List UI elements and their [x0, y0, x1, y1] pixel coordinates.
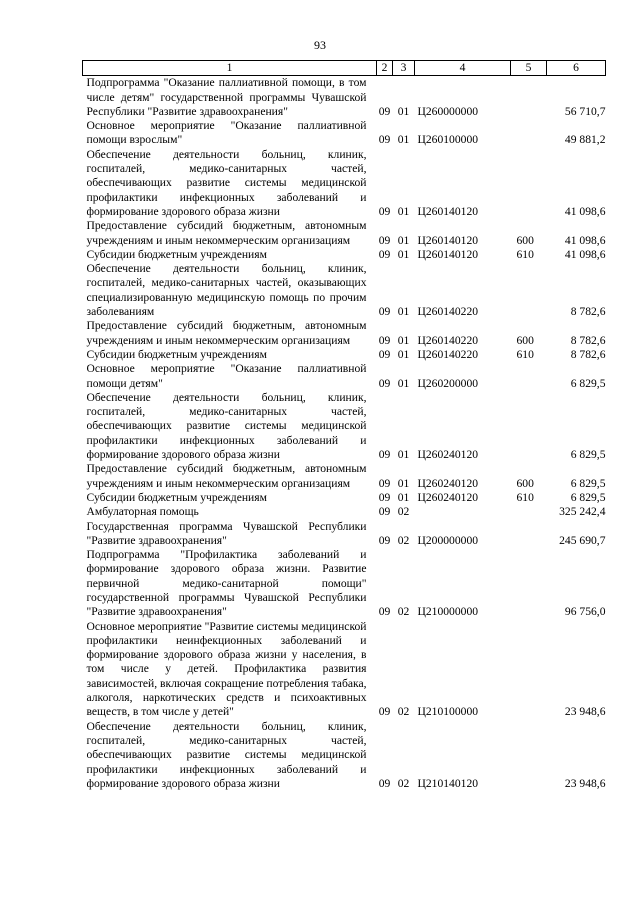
row-subsection: 02: [397, 533, 410, 547]
row-target-code: Ц260240120: [417, 476, 479, 490]
row-name: Предоставление субсидий бюджетным, автономным учреждениям и иным некоммерческим организациям: [86, 319, 367, 347]
row-section: 09: [378, 104, 391, 118]
row-section: 09: [378, 133, 391, 147]
row-subsection: 02: [397, 605, 410, 619]
row-section: 09: [378, 347, 391, 361]
row-subsection: 01: [397, 333, 410, 347]
row-expense-type: 610: [516, 347, 534, 361]
row-target-code: Ц210000000: [417, 605, 479, 619]
row-target-code: Ц260140120: [417, 233, 479, 247]
header-col-6: 6: [547, 61, 606, 76]
row-expense-type: [511, 391, 547, 462]
row-amount: 96 756,0: [564, 605, 606, 619]
row-expense-type: [511, 262, 547, 319]
row-amount: 49 881,2: [564, 133, 606, 147]
row-subsection: 01: [397, 376, 410, 390]
row-subsection: 01: [397, 204, 410, 218]
row-name: Обеспечение деятельности больниц, клиник, госпиталей, медико-санитарных частей, обеспечивающих развитие системы медицинской профилактики инфекционных заболеваний и формирование здорового образа жизни: [86, 719, 367, 790]
header-col-2: 2: [377, 61, 393, 76]
row-subsection: 01: [397, 104, 410, 118]
header-col-5: 5: [511, 61, 547, 76]
row-target-code: Ц260140120: [417, 247, 479, 261]
row-section: 09: [378, 204, 391, 218]
row-target-code: Ц260140220: [417, 333, 479, 347]
row-subsection: 02: [397, 705, 410, 719]
table-row: [83, 620, 606, 720]
row-expense-type: [511, 548, 547, 619]
row-section: 09: [378, 376, 391, 390]
row-amount: 6 829,5: [570, 448, 606, 462]
row-expense-type: [511, 505, 547, 519]
row-amount: 56 710,7: [564, 104, 606, 118]
row-amount: 325 242,4: [559, 505, 606, 519]
row-name: Предоставление субсидий бюджетным, автономным учреждениям и иным некоммерческим организациям: [86, 219, 367, 247]
row-subsection: 01: [397, 305, 410, 319]
table-row: [83, 720, 606, 791]
row-section: 09: [378, 247, 391, 261]
row-subsection: 01: [397, 448, 410, 462]
row-section: 09: [378, 533, 391, 547]
table-row: [83, 462, 606, 491]
row-expense-type: 610: [516, 247, 534, 261]
header-col-1: 1: [83, 61, 377, 76]
row-expense-type: 600: [516, 333, 534, 347]
row-name: Обеспечение деятельности больниц, клиник, госпиталей, медико-санитарных частей, оказывающих специализированную медицинскую помощь по прочим заболеваниям: [86, 262, 367, 319]
row-subsection: 02: [397, 776, 410, 790]
row-section: 09: [378, 305, 391, 319]
row-section: 09: [378, 776, 391, 790]
row-expense-type: [511, 520, 547, 549]
row-amount: 23 948,6: [564, 705, 606, 719]
table-row: [83, 148, 606, 219]
row-expense-type: [511, 76, 547, 119]
row-target-code: Ц260000000: [417, 104, 479, 118]
table-row: [83, 362, 606, 391]
table-row: [83, 219, 606, 248]
row-name: Основное мероприятие "Развитие системы медицинской профилактики неинфекционных заболеваний и формирование здорового образа жизни у населения, в том числе у детей. Профилактика развития зависимостей, включая сокращение потребления табака, алкоголя, наркотических средств и психоактивных веществ, в том числе у детей": [86, 619, 367, 719]
row-expense-type: [511, 148, 547, 219]
table-header: [83, 61, 606, 76]
table-row: [83, 391, 606, 462]
row-expense-type: 600: [516, 233, 534, 247]
row-subsection: 01: [397, 476, 410, 490]
row-amount: 8 782,6: [570, 347, 606, 361]
row-section: 09: [378, 233, 391, 247]
row-section: 09: [378, 476, 391, 490]
table-row: [83, 491, 606, 505]
row-target-code: Ц260140120: [417, 204, 479, 218]
row-amount: 245 690,7: [559, 533, 606, 547]
row-expense-type: [511, 119, 547, 148]
budget-table: [82, 60, 606, 791]
row-expense-type: [511, 620, 547, 720]
table-row: [83, 520, 606, 549]
row-name: Государственная программа Чувашской Республики "Развитие здравоохранения": [86, 519, 367, 547]
row-target-code: Ц260100000: [417, 133, 479, 147]
header-col-4: 4: [415, 61, 511, 76]
row-name: Субсидии бюджетным учреждениям: [86, 490, 267, 504]
row-subsection: 02: [397, 505, 410, 519]
row-subsection: 01: [397, 247, 410, 261]
row-section: 09: [378, 505, 391, 519]
row-target-code: [415, 505, 511, 519]
table-row: [83, 248, 606, 262]
row-amount: 41 098,6: [564, 247, 606, 261]
table-body: [83, 76, 606, 791]
table-row: [83, 505, 606, 519]
row-target-code: Ц200000000: [417, 533, 479, 547]
row-section: 09: [378, 605, 391, 619]
row-target-code: Ц260200000: [417, 376, 479, 390]
row-target-code: Ц260140220: [417, 305, 479, 319]
table-row: [83, 262, 606, 319]
header-col-3: 3: [393, 61, 415, 76]
row-name: Предоставление субсидий бюджетным, автономным учреждениям и иным некоммерческим организациям: [86, 462, 367, 490]
row-subsection: 01: [397, 133, 410, 147]
row-amount: 8 782,6: [570, 305, 606, 319]
row-amount: 41 098,6: [564, 204, 606, 218]
row-amount: 23 948,6: [564, 776, 606, 790]
page-number: 93: [314, 38, 326, 52]
row-section: 09: [378, 490, 391, 504]
row-expense-type: [511, 720, 547, 791]
row-target-code: Ц260240120: [417, 448, 479, 462]
table-row: [83, 319, 606, 348]
table-row: [83, 76, 606, 119]
row-expense-type: [511, 362, 547, 391]
row-subsection: 01: [397, 233, 410, 247]
row-section: 09: [378, 333, 391, 347]
row-amount: 41 098,6: [564, 233, 606, 247]
row-name: Основное мероприятие "Оказание паллиативной помощи детям": [86, 362, 367, 390]
row-name: Амбулаторная помощь: [86, 505, 199, 519]
row-target-code: Ц210100000: [417, 705, 479, 719]
row-subsection: 01: [397, 490, 410, 504]
row-amount: 6 829,5: [570, 476, 606, 490]
table-row: [83, 548, 606, 619]
row-subsection: 01: [397, 347, 410, 361]
row-name: Подпрограмма "Профилактика заболеваний и формирование здорового образа жизни. Развитие первичной медико-санитарной помощи" государственной программы Чувашской Республики "Развитие здравоохранения": [86, 548, 367, 619]
row-amount: 6 829,5: [570, 490, 606, 504]
row-name: Субсидии бюджетным учреждениям: [86, 347, 267, 361]
row-name: Обеспечение деятельности больниц, клиник, госпиталей, медико-санитарных частей, обеспечивающих развитие системы медицинской профилактики инфекционных заболеваний и формирование здорового образа жизни: [86, 147, 367, 218]
row-target-code: Ц210140120: [417, 776, 479, 790]
row-expense-type: 610: [516, 490, 534, 504]
row-name: Субсидии бюджетным учреждениям: [86, 247, 267, 261]
row-name: Обеспечение деятельности больниц, клиник, госпиталей, медико-санитарных частей, обеспечивающих развитие системы медицинской профилактики инфекционных заболеваний и формирование здорового образа жизни: [86, 390, 367, 462]
table-row: [83, 348, 606, 362]
row-section: 09: [378, 448, 391, 462]
row-name: Подпрограмма "Оказание паллиативной помощи, в том числе детям" государственной программы Чувашской Республики "Развитие здравоохранения": [86, 76, 367, 118]
row-amount: 8 782,6: [570, 333, 606, 347]
row-target-code: Ц260240120: [417, 490, 479, 504]
row-target-code: Ц260140220: [417, 347, 479, 361]
table-row: [83, 119, 606, 148]
row-expense-type: 600: [516, 476, 534, 490]
row-amount: 6 829,5: [570, 376, 606, 390]
row-name: Основное мероприятие "Оказание паллиативной помощи взрослым": [86, 119, 367, 147]
row-section: 09: [378, 705, 391, 719]
